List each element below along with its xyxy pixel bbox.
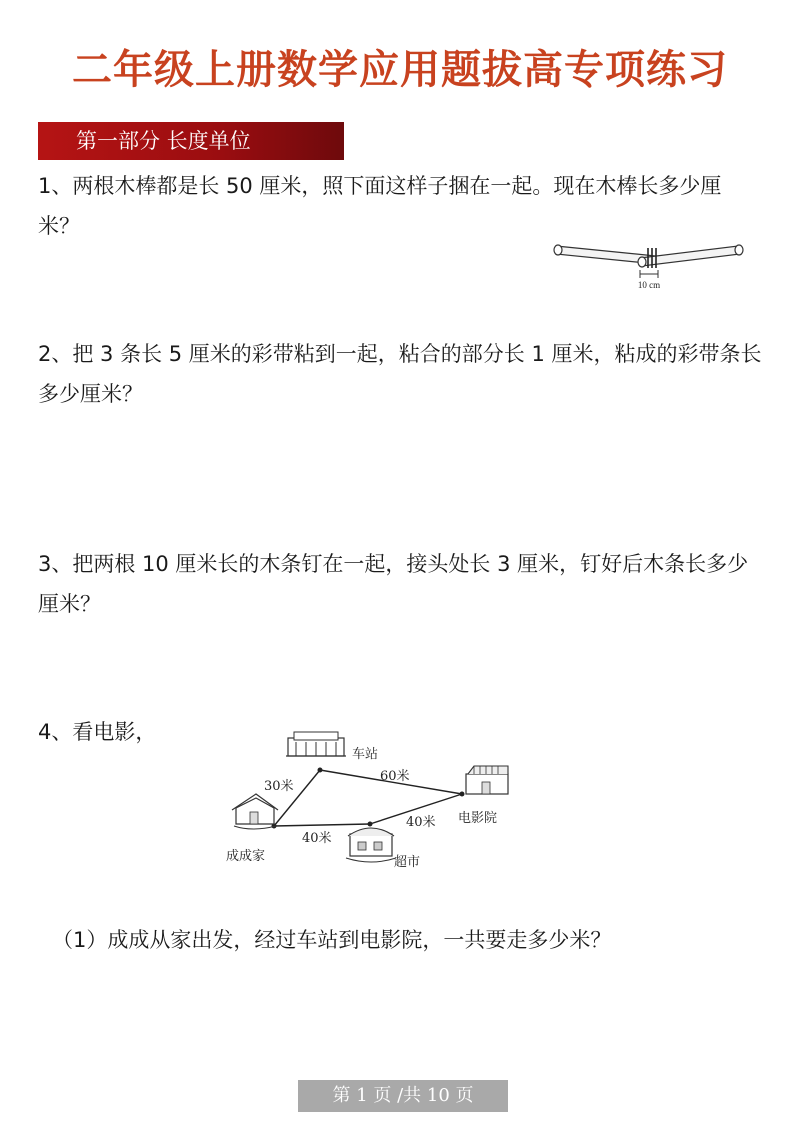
label-station: 车站: [352, 747, 379, 762]
page-number: 第 1 页 /共 10 页: [298, 1080, 508, 1112]
label-dist-home-market: 40米: [302, 831, 332, 846]
market-icon: [346, 828, 396, 862]
label-dist-home-station: 30米: [264, 779, 294, 794]
question-2: 2、把 3 条长 5 厘米的彩带粘到一起，粘合的部分长 1 厘米，粘成的彩带条长多少厘米？: [38, 342, 762, 406]
question-4: 4、看电影，: [38, 720, 157, 744]
stick-figure: [552, 232, 748, 292]
stick-overlap-label: 10 cm: [637, 280, 661, 290]
label-dist-station-cinema: 60米: [380, 769, 410, 784]
cinema-icon: [466, 766, 508, 794]
route-home-market: [274, 824, 370, 826]
sub-question-1: （1）成成从家出发，经过车站到电影院，一共要走多少米？: [52, 928, 612, 952]
label-dist-market-cinema: 40米: [406, 815, 436, 830]
label-market: 超市: [394, 855, 421, 870]
station-icon: [286, 732, 346, 756]
page-title: 二年级上册数学应用题拔高专项练习: [72, 46, 728, 93]
section-header: 第一部分 长度单位: [38, 122, 344, 160]
label-cinema: 电影院: [458, 811, 498, 826]
route-map: [222, 728, 522, 876]
home-icon: [232, 794, 278, 829]
label-home: 成成家: [226, 849, 266, 864]
question-3: 3、把两根 10 厘米长的木条钉在一起，接头处长 3 厘米，钉好后木条长多少厘米？: [38, 552, 749, 616]
question-1: 1、两根木棒都是长 50 厘米，照下面这样子捆在一起。现在木棒长多少厘 米？: [38, 174, 722, 238]
